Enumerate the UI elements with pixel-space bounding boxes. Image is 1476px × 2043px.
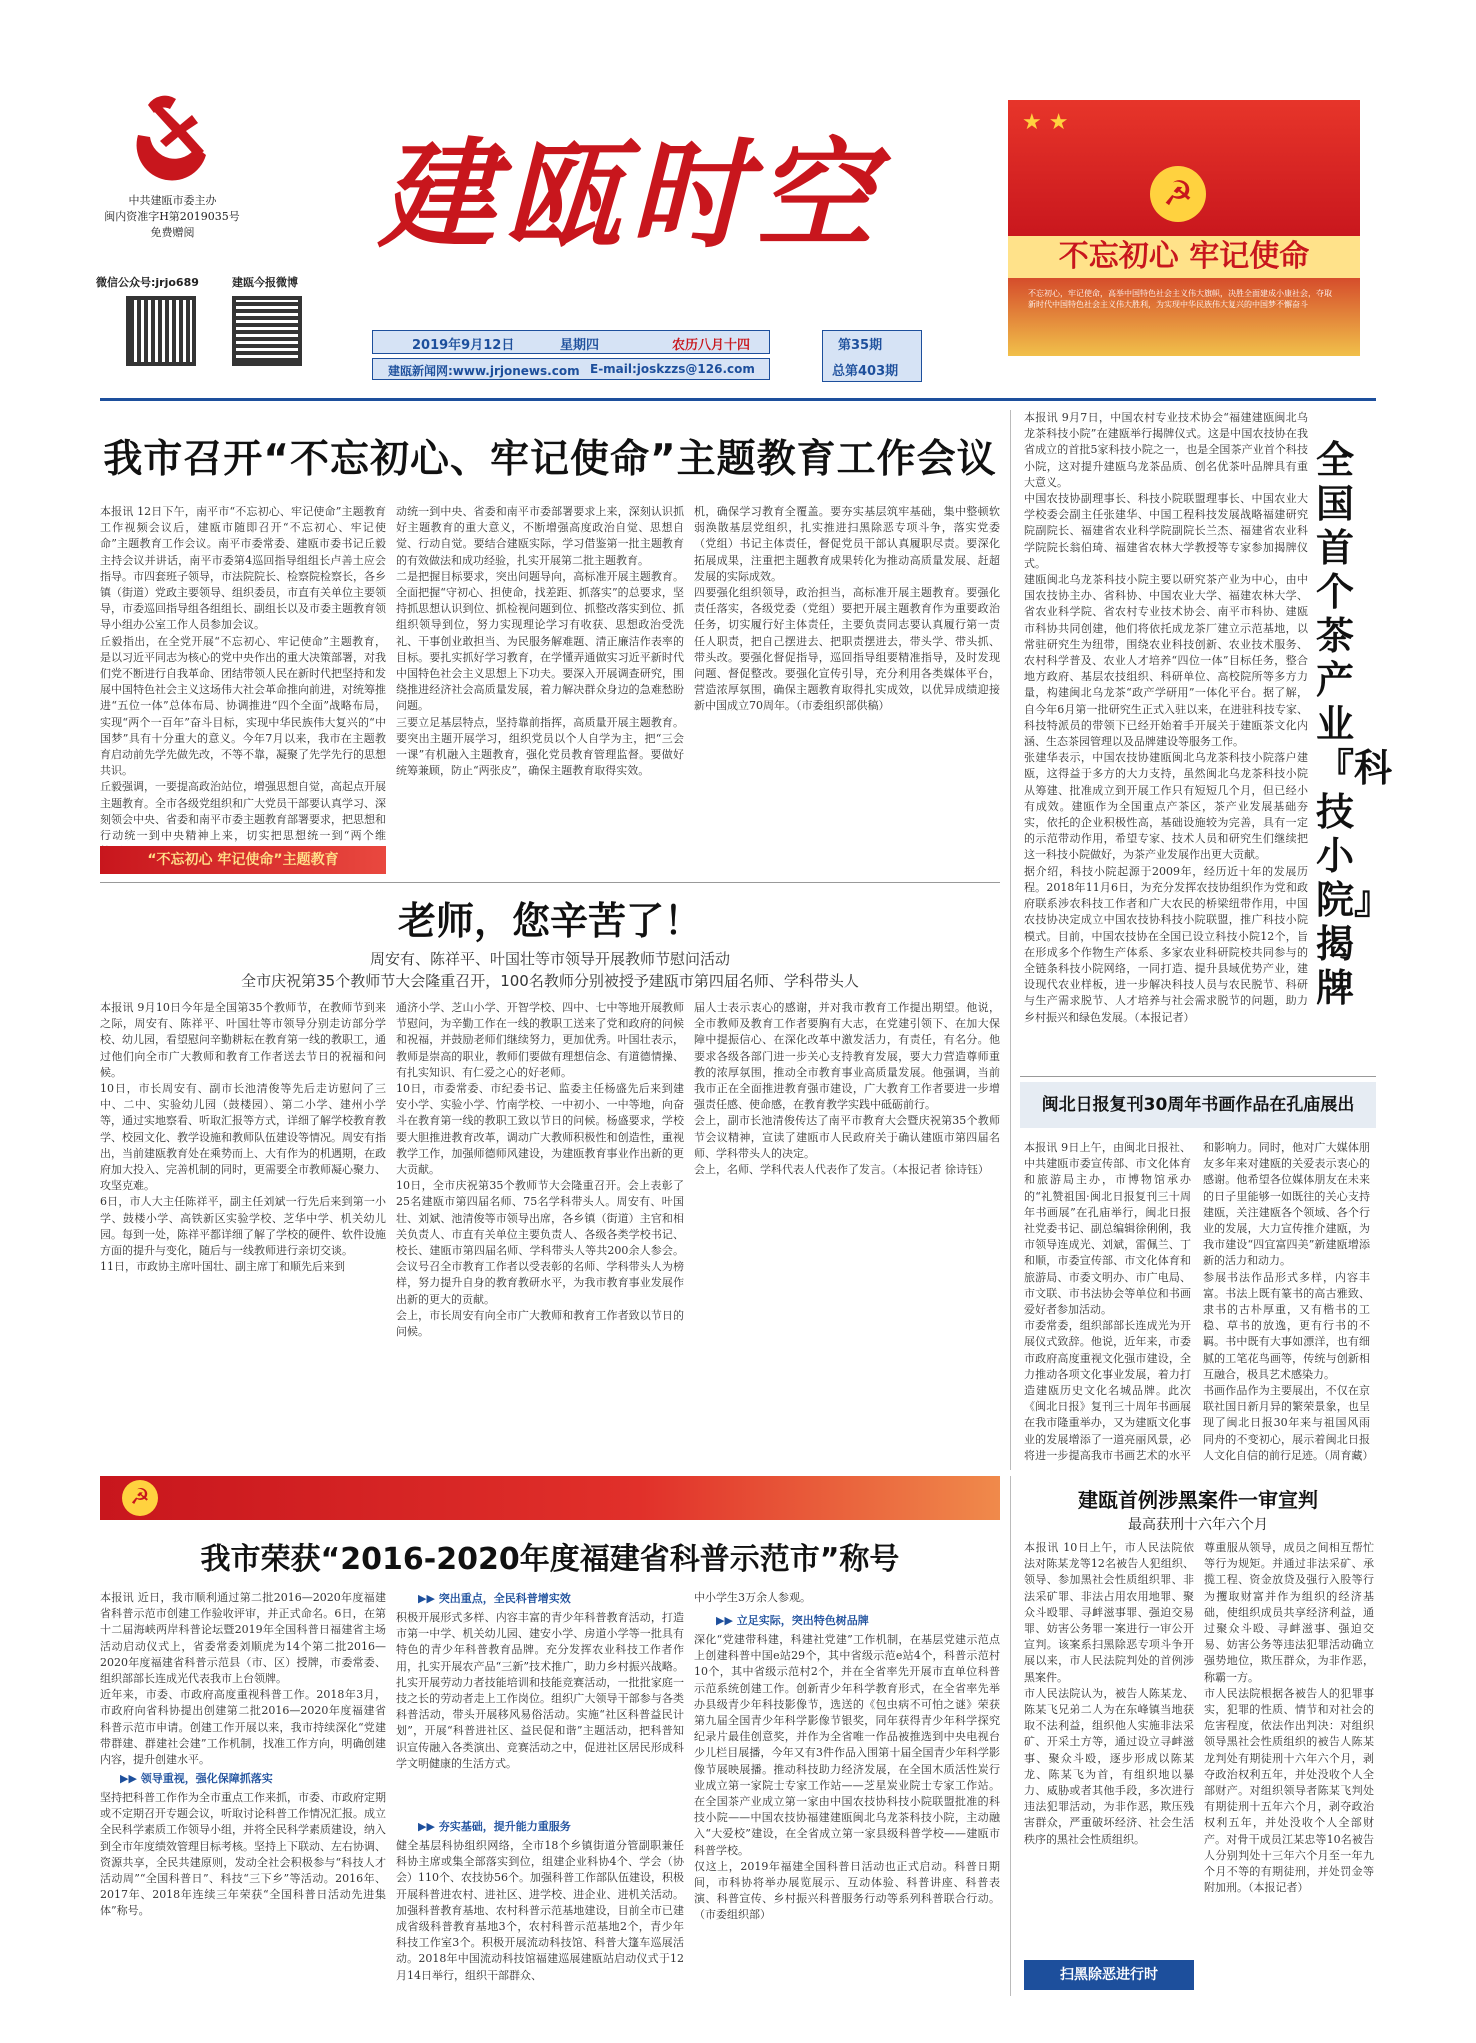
a6-col2: 尊重服从领导，成员之间相互帮忙等行为规矩。并通过非法采矿、承揽工程、资金放贷及强行入股等行为攫取财富并作为组织的经济基础，使组织成员共享经济利益，通过聚众斗殴、寻衅滋事、强迫交易、妨害公务等违法犯罪活动确立强势地位，欺压群众，为非作恶，称霸一方。 市人民法院根据各被告人的犯罪事实，犯罪的性质、情节和对社会的危害程度，依法作出判决：对组织领导黑社会性质组织的被告人陈某龙判处有期徒刑十六年六个月，剥夺政治权利五年，并处没收个人全部财产。对组织领导者陈某飞判处有期徒刑十五年六个月，剥夺政治权利五年，并处没收个人全部财产。对骨干成员江某忠等10名被告人分别判处十三年六个月至一年九个月不等的有期徒刑，并处罚金等附加刑。（本报记者） [1204,1541,1374,1895]
a5-col2-b: 健全基层科协组织网络，全市18个乡镇街道分管副职兼任科协主席或集全部落实到位，组建企业科协4个、学会（协会）110个、农技协56个。加强科普工作部队伍建设，积极开展科普进农村、进社区、进学校、进企业、进机关活动。加强科普教育基地、农村科普示范基地建设，目前全市已建成省级科普教育基地3个，农村科普示范基地2个，青少年科技工作室3个。积极开展流动科技馆、科普大篷车巡展活动。2018年中国流动科技馆福建巡展建瓯站启动仪式于12月14日举行，组织干部群众、 [396,1839,684,1982]
party-emblem [118,85,228,185]
divider-a1 [100,882,1000,883]
anti-gang-badge-text: 扫黑除恶进行时 [1060,1967,1158,1983]
wechat-label: 微信公众号:jrjo689 [96,276,199,289]
a5-col1: 本报讯 近日，我市顺利通过第二批2016—2020年度福建省科普示范市创建工作验收评审，并正式命名。6日，在第十二届海峡两岸科普论坛暨2019年全国科普日福建省主场活动启动仪式上，省委常委刘顺虎为14个第二批2016—2020年度福建省科普示范县（市、区）授牌，市委常委、组织部部长连成光代表我市上台领牌。 近年来，市委、市政府高度重视科普工作。2018年3月，市政府向省科协提出创建第二批2016—2020年度福建省科普示范市申请。创建工作开展以来，我市持续深化“党建带群建、群建社会建”工作机制，找准工作方向，明确创建内容，提升创建水平。 [100,1591,386,1767]
issue-number: 第35期 [838,338,883,353]
issue-date: 2019年9月12日 [412,338,515,353]
total-issue-number: 总第403期 [832,364,899,379]
a5-col3-b: 深化“党建带科建，科建社党建”工作机制，在基层党建示范点上创建科普中国e站29个，其中省级示范e站4个，科普示范村10个，其中省级示范村2个，并在全省率先开展市直单位科普示范系统创建工作。创新青少年科学教育形式，在全省率先举办县级青少年科技影像节，选送的《包虫病不可怕之谜》荣获第九届全国青少年科学影像节银奖，同年获得青少年科学探究纪录片最佳创意奖，并作为全省唯一作品被推选到中央电视台少儿栏目展播，今年又有3件作品入围第十届全国青少年科学影像节展映展播。推动科技助力经济发展，在全国木质活性炭行业成立第一家院士专家工作站——芝星炭业院士专家工作站。在全国茶产业成立第一家由中国农技协科技小院联盟批准的科技小院——中国农技协福建建瓯闽北乌龙茶科技小院，主动融入“大爱校”建设，在全省成立第一家县级科普学校——建瓯市科普学校。 仅这上，2019年福建全国科普日活动也正式启动。科普日期间，市科协将举办展览展示、互动体验、科普讲座、科普表演、科普宣传、乡村振兴科普服务行动等系列科普联合行动。（市委组织部） [694,1633,1000,1922]
free-notice: 免费赠阅 [150,226,195,239]
vertical-divider [1010,410,1011,1470]
email-text: E-mail:joskzzs@126.com [590,362,755,376]
a5-col3-a: 中小学生3万余人参观。 [694,1591,811,1604]
flag-stars-icon: ★ ★ [1022,110,1069,135]
a1-theme-banner [100,846,386,874]
study-banner-emblem-icon: ☭ [122,1480,158,1516]
headline-tea-science-yard: 全国首个茶产业『科技小院』揭牌 [1316,438,1393,1010]
a2-col3: 届人士表示衷心的感谢，并对我市教育工作提出期望。他说，全市教师及教育工作者要胸有大志，在党建引领下、在加大保障中提振信心、在深化改革中激发活力，有责任，有名分。他要求各级各部门进一步关心支持教育发展，要大力营造尊师重教的浓厚氛围，推动全市教育事业高质量发展。他强调，当前我市正在全面推进教育强市建设，广大教育工作者要进一步增强责任感、使命感，在教育教学实践中砥砺前行。 会上，副市长池清俊传达了南平市教育大会暨庆祝第35个教师节会议精神，宣读了建瓯市人民政府关于确认建瓯市第四届名师、学科带头人的决定。 会上，名师、学科代表人代表作了发言。（本报记者 徐诗钰） [694,1001,1000,1177]
a1-banner-text: “不忘初心 牢记使命”主题教育 [147,852,339,868]
a5-col1-b: 坚持把科普工作作为全市重点工作来抓，市委、市政府定期或不定期召开专题会议，听取讨论科普工作情况汇报。成立全民科学素质工作领导小组，并将全民科学素质建设，纳入到全市年度绩效管理目标考核。坚持上下联动、左右协调、资源共享，全民共建原则，发动全社会积极参与“科技人才活动周”“全国科普日”、科技“三下乡”等活动。2016年、2017年、2018年连续三年荣获“全国科普日活动先进集体”称号。 [100,1791,386,1918]
headline-teachers: 老师，您辛苦了！ [397,899,702,943]
host-org: 中共建瓯市委主办 [128,194,217,207]
anti-gang-badge [1024,1960,1194,1990]
a5-col2-a: 积极开展形式多样、内容丰富的青少年科普教育活动，打造市第一中学、机关幼儿园、建安小学、房道小学等一批具有特色的青少年科普教育品牌。充分发挥农业科技工作者作用，扎实开展农产品“三新”技术推广，助力乡村振兴战略。扎实开展劳动力者技能培训和技能竞赛活动，一批批家庭一技之长的劳动者走上工作岗位。组织广大领导干部参与各类科普活动，带头开展移风易俗活动。实施“社区科普益民计划”，开展“科普进社区、益民促和谐”主题活动，把科普知识宣传融入各类演出、竞赛活动之中，促进社区居民形成科学文明健康的生活方式。 [396,1611,684,1770]
study-banner [100,1476,1000,1520]
slogan-banner-image [1008,100,1360,356]
subhead-arrow-icon: ▶▶ [418,1820,439,1833]
a2-col1: 本报讯 9月10日今年是全国第35个教师节，在教师节到来之际，周安有、陈祥平、叶国壮等市领导分别走访部分学校、幼儿园，看望慰问辛勤耕耘在教育第一线的教职工，通过他们向全市广大教师和教育工作者送去节日的祝福和问候。 10日，市长周安有、副市长池清俊等先后走访慰问了三中、二中、实验幼儿园（鼓楼园）、第二小学、建州小学等，通过实地察看、听取汇报等方式，详细了解学校教育教学、校园文化、教学设施和教师队伍建设等情况。周安有指出，当前建瓯教育处在乘势而上、大有作为的机遇期，在政府加大投入、完善机制的同时，更需要全市教师凝心聚力、攻坚克难。 6日，市人大主任陈祥平，副主任刘斌一行先后来到第一小学、鼓楼小学、高铁新区实验学校、芝华中学、机关幼儿园。每到一处，陈祥平都详细了解了学校的硬件、软件设施方面的提升与变化，随后与一线教师进行亲切交谈。 11日，市政协主席叶国壮、副主席丁和顺先后来到 [100,1001,386,1274]
divider-a3 [1020,1076,1376,1077]
headline-calligraphy: 闽北日报复刊30周年书画作品在孔庙展出 [1020,1082,1376,1128]
permit-number: 闽内资准字H第2019035号 [104,210,240,223]
a5-col1-subhead-text: 领导重视，强化保障抓落实 [140,1772,273,1785]
a5-col3-subhead-text: 立足实际，突出特色树品牌 [736,1614,869,1627]
weekday: 星期四 [560,338,600,353]
subhead-arrow-icon: ▶▶ [716,1614,737,1627]
a5-col2-subhead-1 [418,1590,571,1606]
a5-col2-subhead-2-text: 夯实基础，提升能力重服务 [438,1820,571,1833]
headline-science-city: 我市荣获“2016-2020年度福建省科普示范市”称号 [200,1542,900,1577]
headline-work-meeting: 我市召开“不忘初心、牢记使命”主题教育工作会议 [103,437,997,482]
subhead-arrow-icon: ▶▶ [418,1592,439,1605]
masthead-title: 建瓯时空 [378,125,883,264]
a3-body: 本报讯 9月7日，中国农村专业技术协会“福建建瓯闽北乌龙茶科技小院”在建瓯举行揭牌仪式。这是中国农技协在我省成立的首批5家科技小院之一，也是全国茶产业首个科技小院，这对提升建瓯乌龙茶品质、创名优茶叶品牌具有重大意义。 中国农技协副理事长、科技小院联盟理事长、中国农业大学校委会副主任张建华、中国工程科技发展战略福建研究院副院长、福建省农业科学院副院长兰杰、福建省农业科学院院长翁伯琦、福建省农林大学教授等专家参加揭牌仪式。 建瓯闽北乌龙茶科技小院主要以研究茶产业为中心，由中国农技协主办、省科协、中国农业大学、福建农林大学、省农业科学院、省农村专业技术协会、南平市科协、建瓯市科协共同创建，他们将依托成龙茶厂建立示范基地，以常驻研究生为纽带，围绕农业科技创新、农业技术服务、农村科学普及、农业人才培养“四位一体”目标任务，整合地方政府、基层农技组织、科研单位、高校院所等多方力量，构建闽北乌龙茶“政产学研用”一体化平台。据了解，自今年6月第一批研究生正式入驻以来，在进驻科技专家、科技特派员的带领下已经开始着手开展关于建瓯茶文化内涵、生态茶园管理以及品牌建设等服务工作。 张建华表示，中国农技协建瓯闽北乌龙茶科技小院落户建瓯，这得益于多方的大力支持，虽然闽北乌龙茶科技小院从筹建、批准成立到开展工作只有短短几个月，但已经小有成效。建瓯作为全国重点产茶区，茶产业发展基础夯实，依托的企业积极性高，基础设施较为完善，具有一定的示范带动作用，希望专家、技术人员和研究生们继续把这一科技小院做好，为茶产业发展作出更大贡献。 据介绍，科技小院起源于2009年，经历近十年的发展历程。2018年11月6日，为充分发挥农技协组织作为党和政府联系涉农科技工作者和广大农民的桥梁纽带作用，中国农技协决定成立中国农技协科技小院联盟，推广科技小院模式。目前，中国农技协在全国已设立科技小院12个，旨在形成多个作物生产体系、多家农业科研院校共同参与的全链条科技小院网络，一同打造、提升县域优势产业，建设现代农业样板，进一步解决科技人员与农民脱节、科研与生产需求脱节、人才培养与社会需求脱节的问题，助力乡村振兴和绿色发展。（本报记者） [1024,411,1308,1024]
a5-col3-subhead [716,1612,869,1628]
a2-subhead-1: 周安有、陈祥平、叶国壮等市领导开展教师节慰问活动 [369,950,730,968]
website-text: 建瓯新闻网:www.jrjonews.com [388,364,580,378]
weibo-label: 建瓯今报微博 [232,276,298,289]
a1-col2: 动统一到中央、省委和南平市委部署要求上来，深刻认识抓好主题教育的重大意义，不断增强高度政治自觉、思想自觉、行动自觉。要结合建瓯实际，学习借鉴第一批主题教育的有效做法和成功经验，扎实开展第二批主题教育。 二是把握目标要求，突出问题导向，高标准开展主题教育。全面把握“守初心、担使命，找差距、抓落实”的总要求，坚持抓思想认识到位、抓检视问题到位、抓整改落实到位、抓组织领导到位，努力实现理论学习有收获、思想政治受洗礼、干事创业敢担当、为民服务解难题、清正廉洁作表率的目标。要扎实抓好学习教育，在学懂弄通做实习近平新时代中国特色社会主义思想上下功夫。要深入开展调查研究，围绕推进经济社会高质量发展，着力解决群众身边的急难愁盼问题。 三要立足基层特点，坚持靠前指挥，高质量开展主题教育。要突出主题开展学习，组织党员以个人自学为主，把“三会一课”有机融入主题教育，强化党员教育管理监督。要做好统筹兼顾，防止“两张皮”，确保主题教育取得实效。 [396,505,684,778]
a6-col1: 本报讯 10日上午，市人民法院依法对陈某龙等12名被告人犯组织、领导、参加黑社会性质组织罪、非法采矿罪、非法占用农用地罪、聚众斗殴罪、寻衅滋事罪、强迫交易罪、妨害公务罪一案进行一审公开宣判。该案系扫黑除恶专项斗争开展以来，市人民法院判处的首例涉黑案件。 市人民法院认为，被告人陈某龙、陈某飞兄弟二人为在东峰镇当地获取不法利益，组织他人实施非法采矿、开采土方等，通过设立寻衅滋事、聚众斗殴，逐步形成以陈某龙、陈某飞为首，有组织地以暴力、威胁或者其他手段，多次进行违法犯罪活动，为非作恶，欺压残害群众，严重破坏经济、社会生活秩序的黑社会性质组织。 [1024,1541,1194,1846]
a5-col2-subhead-1-text: 突出重点，全民科普增实效 [438,1592,571,1605]
lunar-date: 农历八月十四 [672,338,751,353]
vertical-divider-2 [1010,1476,1011,1996]
a2-subhead-2: 全市庆祝第35个教师节大会隆重召开，100名教师分别被授予建瓯市第四届名师、学科带头人 [241,972,859,990]
a6-subhead: 最高获刑十六年六个月 [1128,1517,1268,1533]
a5-col2-subhead-2 [418,1818,571,1834]
subhead-arrow-icon: ▶▶ [120,1772,141,1785]
masthead-rule [100,398,1376,401]
a4-body: 本报讯 9日上午，由闽北日报社、中共建瓯市委宣传部、市文化体育和旅游局主办，市博物馆承办的“礼赞祖国·闽北日报复刊三十周年书画展”在孔庙举行，闽北日报社党委书记、副总编辑徐俐俐，我市领导连成光、刘斌，雷佩兰、丁和顺，市委宣传部、市文化体育和旅游局、市委文明办、市广电局、市文联、市书法协会等单位和书画爱好者参加活动。 市委常委，组织部部长连成光为开展仪式致辞。他说，近年来，市委市政府高度重视文化强市建设，全力推动各项文化事业发展，着力打造建瓯历史文化名城品牌。此次《闽北日报》复刊三十周年书画展在我市隆重举办，又为建瓯文化事业的发展增添了一道亮丽风景，必将进一步提高我市书画艺术的水平和影响力。同时，他对广大媒体朋友多年来对建瓯的关爱表示衷心的感谢。他希望各位媒体朋友在未来的日子里能够一如既往的关心支持建瓯，关注建瓯各个领域、各个行业的发展，大力宣传推介建瓯，为我市建设“四宜富四美”新建瓯增添新的活力和动力。 参展书法作品形式多样，内容丰富。书法上既有篆书的高古雅致、隶书的古朴厚重，又有楷书的工稳、草书的放逸，更有行书的不羁。书中既有大事如漂洋，也有细腻的工笔花鸟画等，传统与创新相互融合，极具艺术感染力。 书画作品作为主要展出，不仅在京联社国日新月异的繁荣景象，也呈现了闽北日报30年来与祖国风雨同舟的不变初心，展示着闽北日报人文化自信的前行足迹。（周育藏） [1024,1141,1374,1462]
a1-col1: 本报讯 12日下午，南平市“不忘初心、牢记使命”主题教育工作视频会议后，建瓯市随即召开“不忘初心、牢记使命”主题教育工作会议。南平市委常委、建瓯市委书记丘毅主持会议并讲话，南平市委第4巡回指导组组长卢善土应会指导。市四套班子领导，市法院院长、检察院检察长，各乡镇（街道）党政主要领导、组织委员，市直有关单位主要领导，市委巡回指导组各组组长、副组长以及市委主题教育领导小组办公室工作人员参加会议。 丘毅指出，在全党开展“不忘初心、牢记使命”主题教育，是以习近平同志为核心的党中央作出的重大决策部署，对我们党不断进行自我革命、团结带领人民在新时代把坚持和发展中国特色社会主义这场伟大社会革命推向前进，对统筹推进“五位一体”总体布局、协调推进“四个全面”战略布局，实现“两个一百年”奋斗目标，实现中华民族伟大复兴的“中国梦”具有十分重大的意义。今年7月以来，我市在主题教育启动前先学先做先改，不等不靠，凝聚了先学先行的思想共识。 丘毅强调，一要提高政治站位，增强思想自觉，高起点开展主题教育。全市各级党组织和广大党员干部要认真学习、深刻领会中央、省委和南平市委主题教育部署要求，把思想和行动统一到中央精神上来，切实把思想统一到“两个维 [100,505,386,843]
headline-gang-case: 建瓯首例涉黑案件一审宣判 [1078,1488,1318,1512]
banner-emblem-icon: ☭ [1150,166,1206,222]
banner-slogan: 不忘初心 牢记使命 [1008,236,1360,278]
a1-col3: 机，确保学习教育全覆盖。要夯实基层筑牢基础，集中整顿软弱涣散基层党组织，扎实推进扫黑除恶专项斗争，落实党委（党组）书记主体责任，督促党员干部认真履职尽责。要深化拓展成果，注重把主题教育成果转化为推动高质量发展、赶超发展的实际成效。 四要强化组织领导，政治担当，高标准开展主题教育。要强化责任落实，各级党委（党组）要把开展主题教育作为重要政治任务，切实履行好主体责任，主要负责同志要认真履行第一责任人职责，把自己摆进去、把职责摆进去，带头学、带头抓、带头改。要强化督促指导，巡回指导组要精准指导，及时发现问题、督促整改。要强化宣传引导，充分利用各类媒体平台，营造浓厚氛围，确保主题教育取得扎实成效，以优异成绩迎接新中国成立70周年。（市委组织部供稿） [694,505,1000,713]
weibo-qr-code [232,296,302,366]
banner-small-text: 不忘初心，牢记使命，高举中国特色社会主义伟大旗帜，决胜全面建成小康社会，夺取新时代中国特色社会主义伟大胜利，为实现中华民族伟大复兴的中国梦不懈奋斗 [1028,289,1332,309]
a2-col2: 通济小学、芝山小学、开智学校、四中、七中等地开展教师节慰问，为辛勤工作在一线的教职工送来了党和政府的问候和祝福，并鼓励老师们继续努力，更加优秀。叶国壮表示，教师是崇高的职业，教师们要做有理想信念、有道德情操、有扎实知识、有仁爱之心的好老师。 10日，市委常委、市纪委书记、监委主任杨盛先后来到建安小学、实验小学、竹南学校、一中初小、一中等地，向奋斗在教育第一线的教职工致以节日的问候。杨盛要求，学校要大胆推进教育改革，调动广大教师积极性和创造性，重视教学工作，加强师德师风建设，为建瓯教育事业作出新的更大贡献。 10日，全市庆祝第35个教师节大会隆重召开。会上表彰了25名建瓯市第四届名师、75名学科带头人。周安有、叶国壮、刘斌、池清俊等市领导出席，各乡镇（街道）主官和相关负责人、市直有关单位主要负责人、各级各类学校书记、校长、建瓯市第四届名师、学科带头人等共200余人参会。会议号召全市教育工作者以受表彰的名师、学科带头人为榜样，努力提升自身的教育教研水平，为我市教育事业发展作出新的更大的贡献。 会上，市长周安有向全市广大教师和教育工作者致以节日的问候。 [396,1001,684,1339]
a5-col1-subhead [120,1770,273,1786]
wechat-qr-code [126,296,196,366]
